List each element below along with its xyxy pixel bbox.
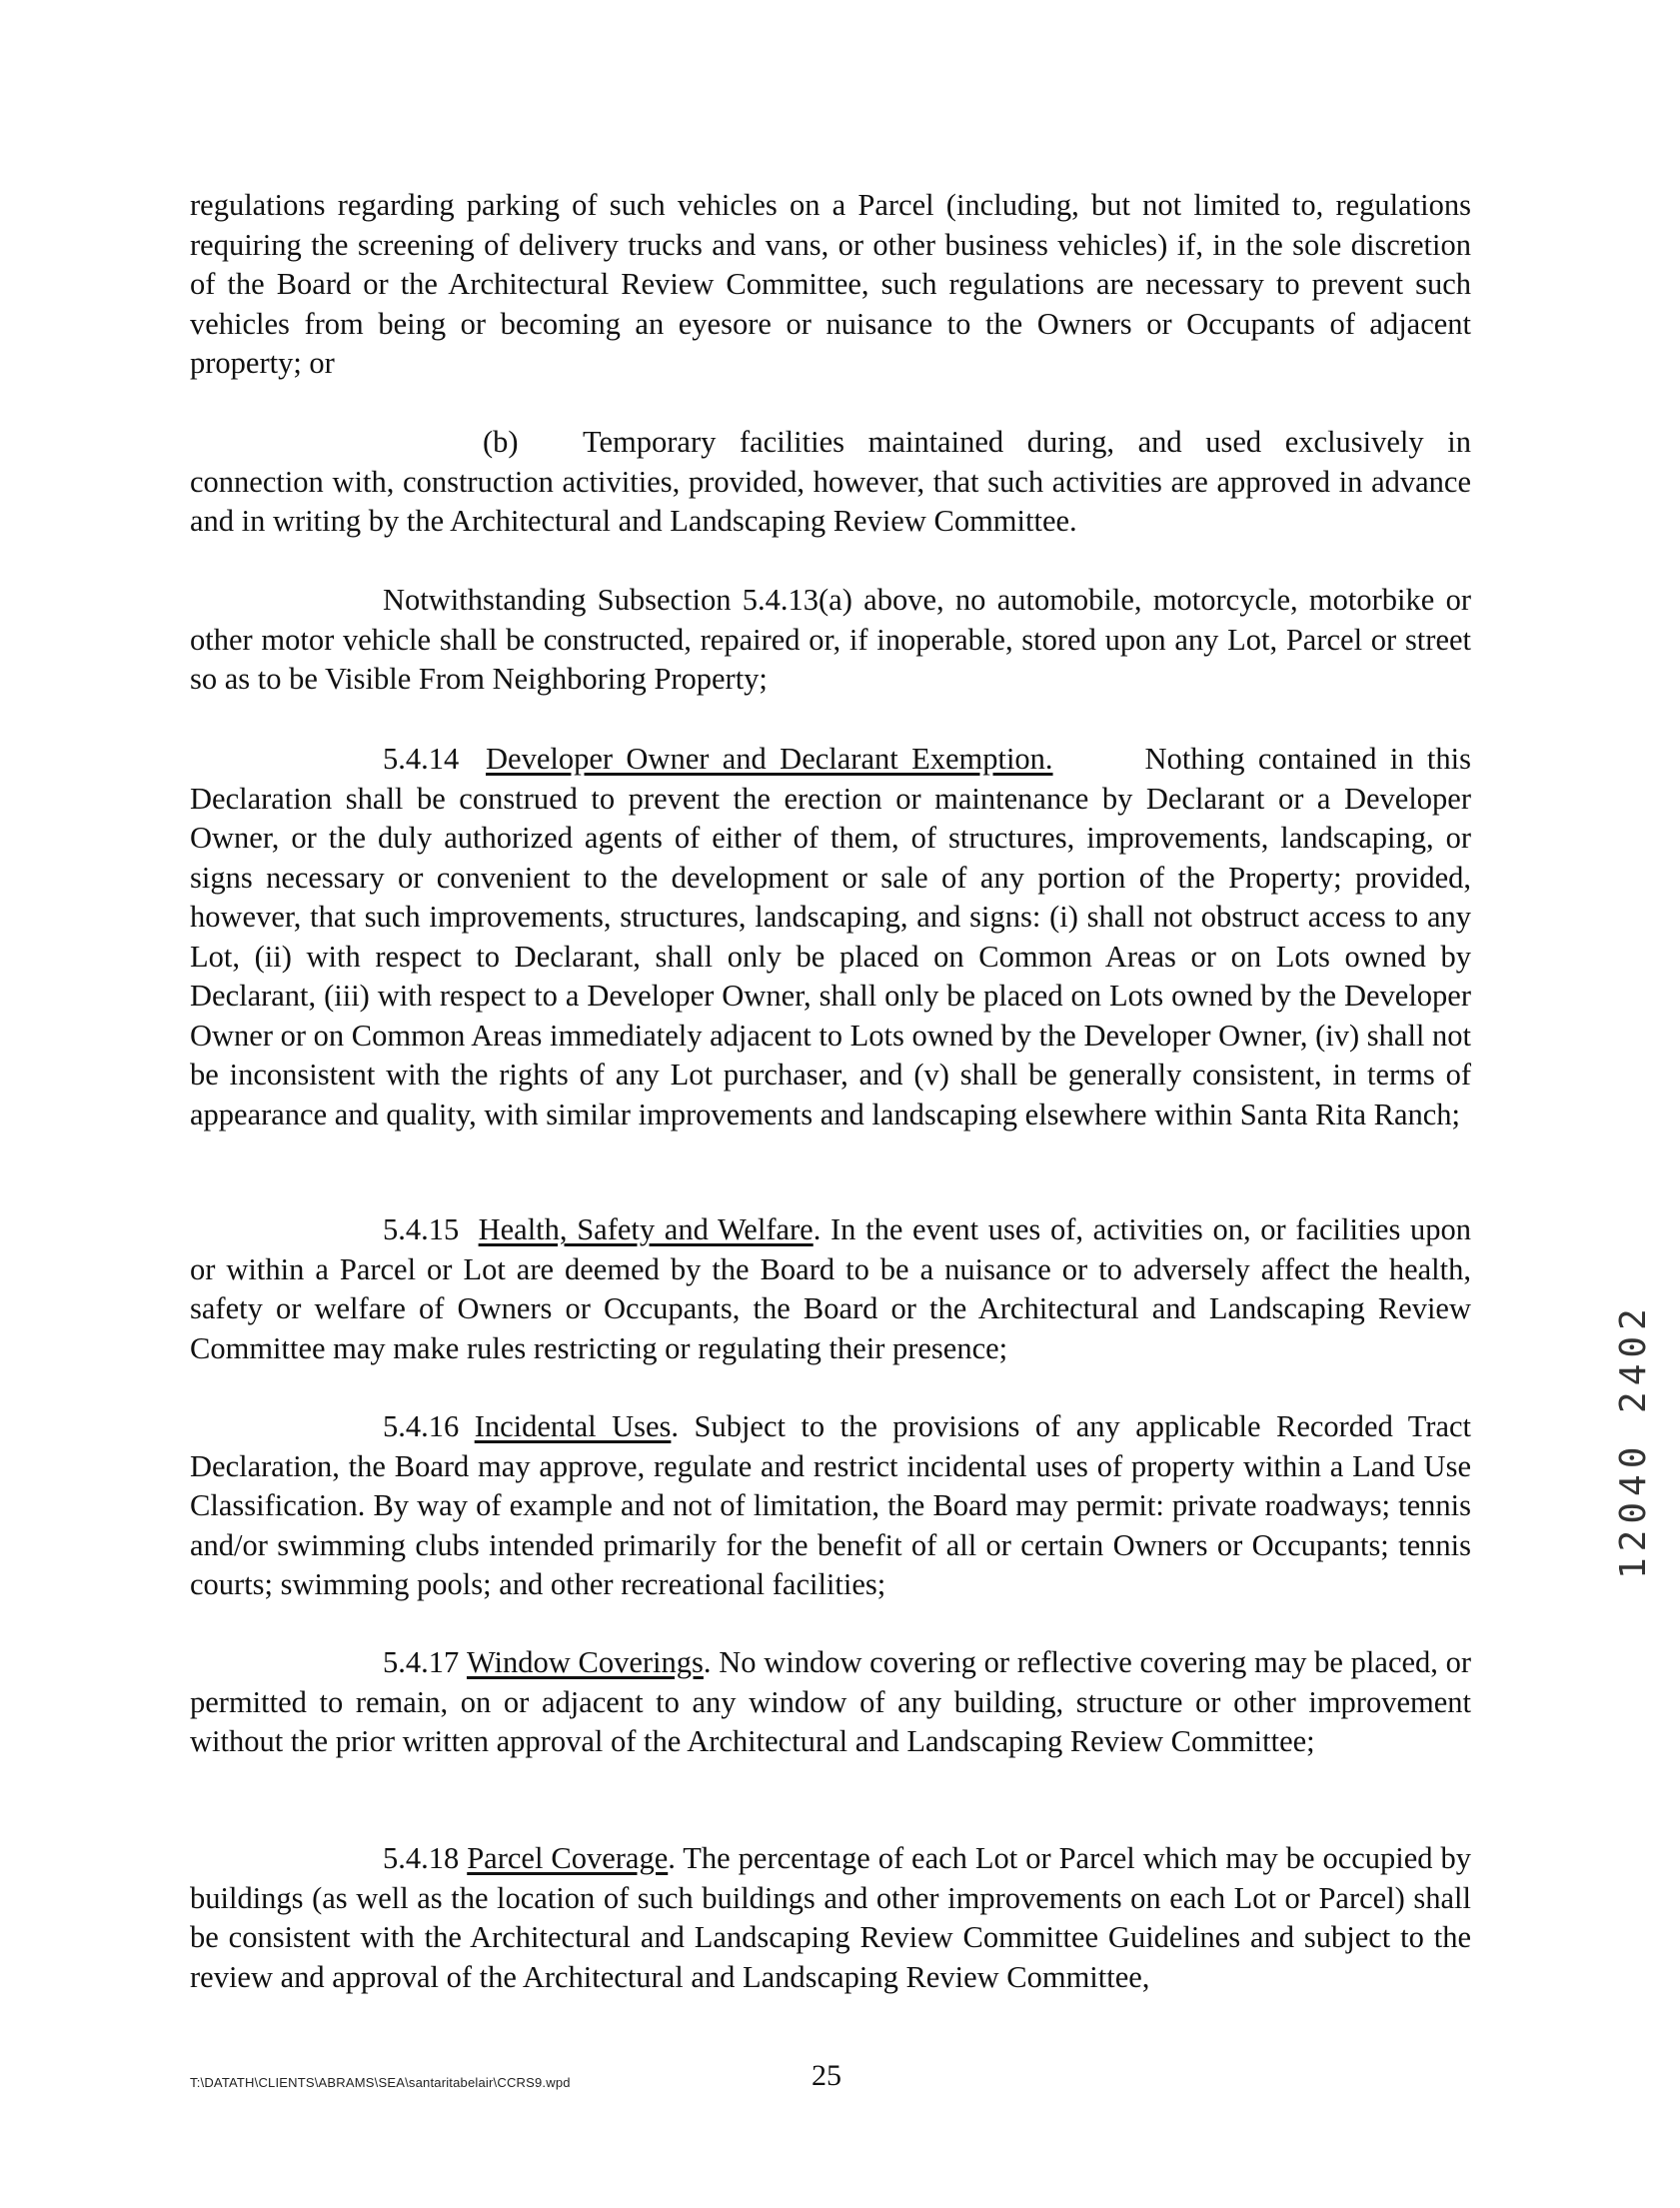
section-5-4-16: 5.4.16 Incidental Uses. Subject to the provisions of any applicable Recorded Tract Declaration, the Board may approve, regulate and restrict incidental uses of property within a Land Use Classification. By way of example and not of limitation, the Board may permit: private roadways; tennis and/or swimming clubs intended primarily for the benefit of all or certain Owners or Occupants; tennis courts; swimming pools; and other recreational facilities;: [190, 1409, 1471, 1601]
section-title: Incidental Uses: [474, 1409, 672, 1443]
subsection-label: (b): [483, 425, 519, 459]
section-number: 5.4.17: [383, 1645, 460, 1679]
section-title: Window Coverings: [466, 1645, 704, 1679]
section-5-4-17: 5.4.17 Window Coverings. No window covering or reflective covering may be placed, or permitted to remain, on or adjacent to any window of any building, structure or other improvement without the prior written approval of the Architectural and Landscaping Review Committee;: [190, 1645, 1472, 1758]
section-number: 5.4.16: [383, 1409, 460, 1443]
paragraph-b: (b) Temporary facilities maintained during, and used exclusively in connection with, construction activities, provided, however, that such activities are approved in advance and in writing by the Architectural and Landscaping Review Committee.: [190, 425, 1471, 538]
paragraph-notwithstanding: Notwithstanding Subsection 5.4.13(a) above, no automobile, motorcycle, motorbike or other motor vehicle shall be constructed, repaired or, if inoperable, stored upon any Lot, Parcel or street so as to be Visible From Neighboring Property;: [190, 583, 1471, 696]
section-title: Parcel Coverage: [467, 1841, 669, 1875]
section-5-4-14: 5.4.14 Developer Owner and Declarant Exemption. Nothing contained in this Declaration shall be construed to prevent the erection or maintenance by Declarant or a Developer Owner, or the duly authorized agents of either of them, of structures, improvements, landscaping, or signs necessary or convenient to the development or sale of any portion of the Property; provided, however, that such improvements, structures, landscaping, and signs: (i) shall not obstruct access to any Lot, (ii) with respect to Declarant, shall only be placed on Common Areas or on Lots owned by Declarant, (iii) with respect to a Developer Owner, shall only be placed on Lots owned by the Developer Owner or on Common Areas immediately adjacent to Lots owned by the Developer Owner, (iv) shall not be inconsistent with the rights of any Lot purchaser, and (v) shall be generally consistent, in terms of appearance and quality, with similar improvements and landscaping elsewhere within Santa Rita Ranch;: [190, 742, 1471, 1131]
section-title: Developer Owner and Declarant Exemption.: [486, 742, 1053, 776]
section-number: 5.4.15: [383, 1212, 460, 1246]
recording-stamp: 12040 2402: [1613, 1302, 1654, 1579]
section-title: Health, Safety and Welfare: [478, 1212, 814, 1246]
section-number: 5.4.18: [383, 1841, 460, 1875]
paragraph-continuation: regulations regarding parking of such vehicles on a Parcel (including, but not limited to, regulations requiring the screening of delivery trucks and vans, or other business vehicles) if, in the sole discretion of the Board or the Architectural Review Committee, such regulations are necessary to prevent such vehicles from being or becoming an eyesore or nuisance to the Owners or Occupants of adjacent property; or: [190, 188, 1471, 380]
page-number: 25: [812, 2059, 841, 2092]
footer-file-path: T:\DATATH\CLIENTS\ABRAMS\SEA\santaritabelair\CCRS9.wpd: [190, 2075, 571, 2090]
section-5-4-18: 5.4.18 Parcel Coverage. The percentage of each Lot or Parcel which may be occupied by buildings (as well as the location of such buildings and other improvements on each Lot or Parcel) shall be consistent with the Architectural and Landscaping Review Committee Guidelines and subject to the review and approval of the Architectural and Landscaping Review Committee,: [190, 1841, 1471, 1994]
section-5-4-15: 5.4.15 Health, Safety and Welfare. In the event uses of, activities on, or facilities upon or within a Parcel or Lot are deemed by the Board to be a nuisance or to adversely affect the health, safety or welfare of Owners or Occupants, the Board or the Architectural and Landscaping Review Committee may make rules restricting or regulating their presence;: [190, 1212, 1472, 1365]
section-number: 5.4.14: [383, 742, 460, 776]
